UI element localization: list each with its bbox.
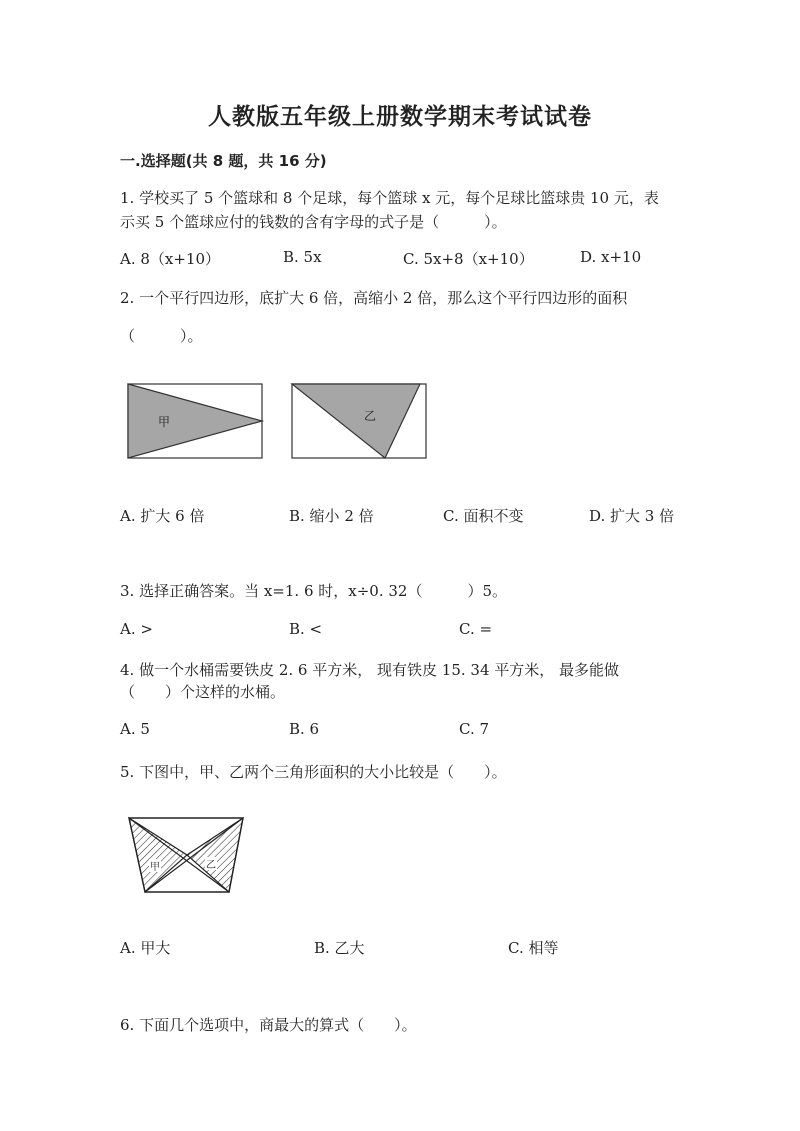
- question-1-line-1: 1. 学校买了 5 个篮球和 8 个足球，每个篮球 x 元，每个足球比篮球贵 10 元，表: [120, 189, 659, 207]
- question-5-option-a: A. 甲大: [120, 939, 171, 957]
- question-4-line-1: 4. 做一个水桶需要铁皮 2. 6 平方米， 现有铁皮 15. 34 平方米， 最多能做: [120, 661, 620, 679]
- triangle-left-label: 甲: [150, 862, 160, 873]
- question-1-option-a: A. 8（x+10）: [120, 250, 221, 268]
- question-3-option-b: B. <: [289, 620, 323, 638]
- question-4-option-c: C. 7: [459, 720, 490, 738]
- question-3-option-c: C. =: [459, 620, 493, 638]
- question-2-option-c: C. 面积不变: [443, 507, 524, 525]
- question-5-option-c: C. 相等: [508, 939, 559, 957]
- page-title: 人教版五年级上册数学期末考试试卷: [208, 104, 592, 130]
- question-1-line-2: 示买 5 个篮球应付的钱数的含有字母的式子是（ ）。: [120, 213, 507, 231]
- question-6-line-1: 6. 下面几个选项中，商最大的算式（ ）。: [120, 1016, 417, 1034]
- question-4-option-b: B. 6: [289, 720, 320, 738]
- question-2-figure: [120, 375, 440, 465]
- question-1-option-d: D. x+10: [580, 248, 642, 266]
- question-2-line-1: 2. 一个平行四边形，底扩大 6 倍，高缩小 2 倍，那么这个平行四边形的面积: [120, 289, 628, 307]
- question-2-option-b: B. 缩小 2 倍: [289, 507, 374, 525]
- question-5-figure: [125, 812, 250, 898]
- triangle-right-label: 乙: [206, 860, 216, 871]
- question-2-option-a: A. 扩大 6 倍: [120, 507, 205, 525]
- question-3-option-a: A. >: [120, 620, 153, 638]
- triangle-a-label: 甲: [158, 415, 171, 429]
- question-1-option-c: C. 5x+8（x+10）: [403, 250, 534, 268]
- section-heading: 一.选择题(共 8 题，共 16 分): [120, 152, 327, 170]
- question-4-line-2: （ ）个这样的水桶。: [120, 683, 286, 701]
- triangle-b-label: 乙: [364, 409, 377, 423]
- question-3-line-1: 3. 选择正确答案。当 x=1. 6 时，x÷0. 32（ ）5。: [120, 582, 508, 600]
- question-1-option-b: B. 5x: [283, 248, 322, 266]
- question-2-line-2: （ ）。: [120, 327, 203, 345]
- question-5-line-1: 5. 下图中，甲、乙两个三角形面积的大小比较是（ ）。: [120, 763, 507, 781]
- question-2-option-d: D. 扩大 3 倍: [589, 507, 675, 525]
- question-4-option-a: A. 5: [120, 720, 150, 738]
- question-5-option-b: B. 乙大: [314, 939, 365, 957]
